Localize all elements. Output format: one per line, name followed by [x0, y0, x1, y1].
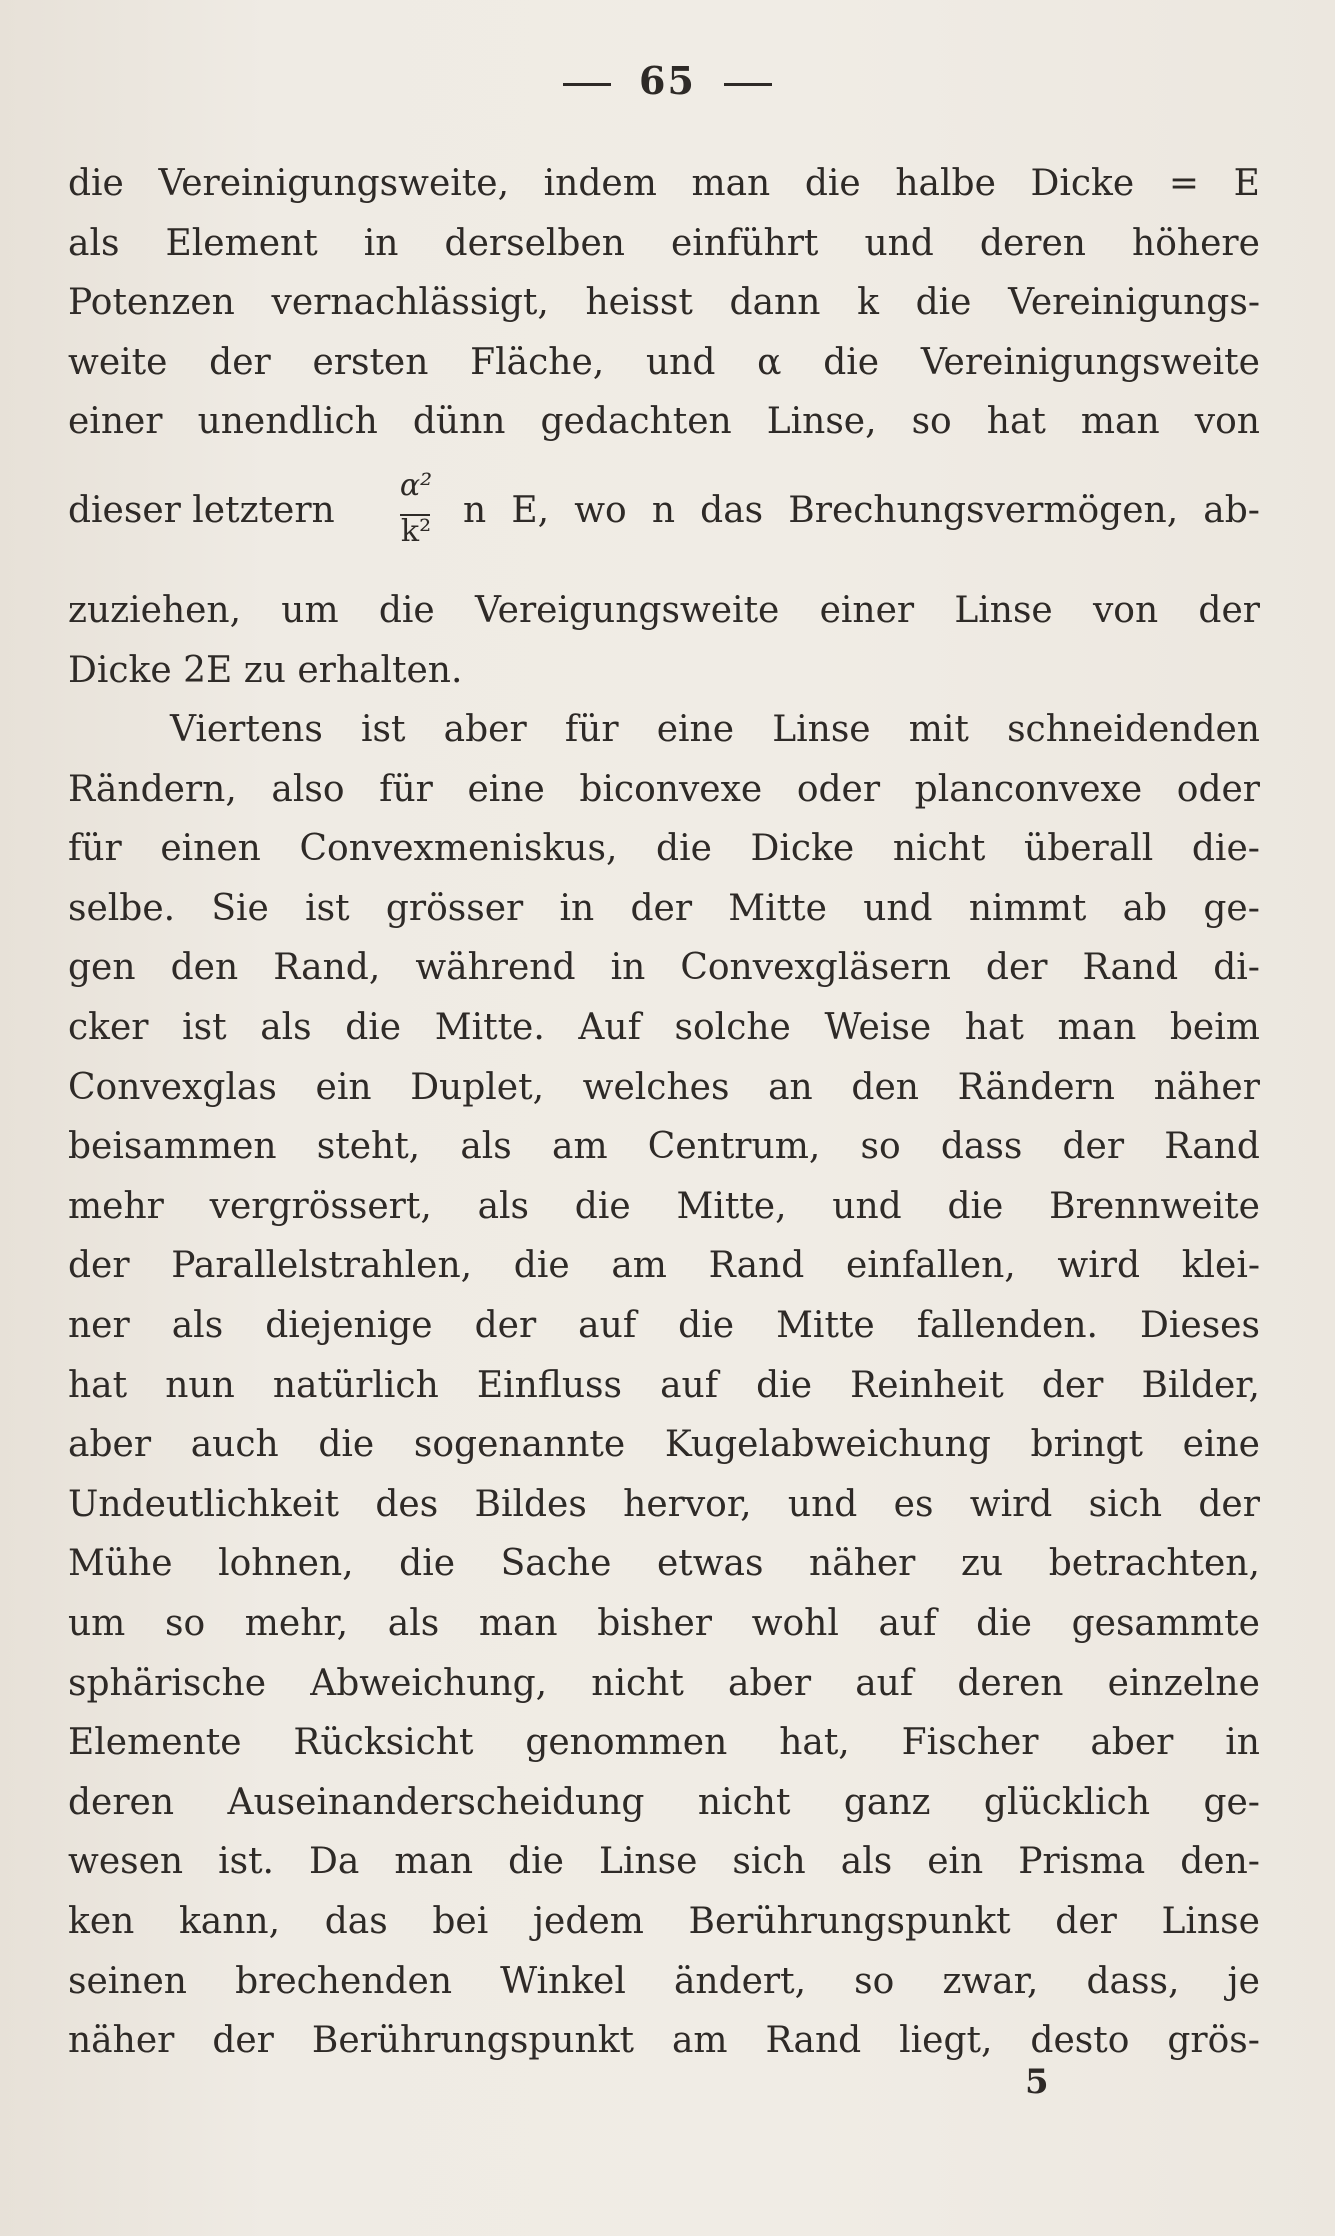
word: halbe — [895, 163, 996, 204]
word: nicht — [892, 828, 986, 870]
page-header — [0, 58, 1335, 103]
word: die — [656, 828, 712, 870]
text-line — [68, 1066, 1260, 1110]
word: nicht — [591, 1662, 684, 1704]
word: die — [68, 163, 124, 204]
word: Rücksicht — [293, 1722, 474, 1764]
word: seinen — [68, 1960, 187, 2002]
word: ist — [182, 1007, 227, 1048]
word: das — [324, 1901, 388, 1942]
word: die — [318, 1424, 375, 1466]
word: Linse — [599, 1841, 698, 1883]
word: E — [1233, 163, 1260, 204]
word: für — [379, 768, 433, 810]
word: Einfluss — [476, 1364, 622, 1406]
word: einen — [160, 828, 261, 870]
word: fallenden. — [916, 1305, 1098, 1346]
word: k — [857, 282, 879, 323]
word: Linse — [772, 709, 871, 750]
word: das — [700, 490, 764, 531]
word: und — [863, 887, 933, 929]
text-line — [68, 1304, 1260, 1348]
word: dass — [940, 1126, 1023, 1168]
text-line: Dicke 2E zu erhalten. — [68, 649, 463, 691]
word: glücklich — [983, 1781, 1151, 1823]
text-line — [68, 1125, 1260, 1169]
word: schneidenden — [1007, 709, 1260, 750]
word: E, — [511, 490, 550, 531]
text-line — [68, 341, 1260, 385]
word: Linse — [1161, 1901, 1260, 1942]
word: Bilder, — [1141, 1364, 1260, 1406]
word: so — [164, 1603, 206, 1644]
word: Sache — [500, 1543, 612, 1585]
word: einer — [819, 590, 915, 631]
word: weite — [68, 341, 168, 383]
word: man — [478, 1603, 558, 1644]
word: gedachten — [540, 401, 732, 442]
word: deren — [979, 222, 1086, 264]
fraction-alpha-squared-over-k-squared — [386, 468, 446, 558]
fraction-denominator: k² — [400, 514, 432, 549]
word: natürlich — [272, 1364, 439, 1406]
word: ist. — [218, 1841, 274, 1883]
word: dünn — [412, 401, 506, 442]
word: Mühe — [68, 1543, 173, 1585]
word: einfallen, — [845, 1245, 1016, 1287]
word: Brennweite — [1049, 1185, 1260, 1227]
word: einführt — [671, 222, 819, 264]
word: steht, — [316, 1126, 421, 1168]
word: die — [756, 1364, 813, 1406]
word: Centrum, — [647, 1126, 821, 1168]
word: als — [477, 1185, 530, 1227]
word: Winkel — [500, 1960, 626, 2002]
text-line — [68, 1900, 1260, 1944]
word: Prisma — [1018, 1841, 1146, 1883]
word: Auf — [578, 1007, 641, 1048]
word: Elemente — [68, 1722, 242, 1764]
word: = — [1168, 163, 1199, 204]
word: aber — [728, 1662, 812, 1704]
word: die — [678, 1305, 735, 1346]
word: so — [860, 1126, 901, 1168]
word: di- — [1213, 947, 1260, 989]
word: Da — [309, 1841, 360, 1883]
word: Element — [165, 222, 318, 264]
word: deren — [957, 1662, 1064, 1704]
word: als — [68, 222, 120, 264]
header-dash-left — [563, 83, 611, 86]
word: hat — [986, 401, 1046, 442]
word: überall — [1024, 828, 1154, 870]
word: den- — [1180, 1841, 1260, 1883]
word: ab — [1122, 887, 1168, 929]
word: der — [1198, 590, 1260, 631]
word: Vereinigungsweite, — [158, 163, 510, 204]
word: für — [68, 828, 122, 870]
word: diejenige — [265, 1305, 433, 1346]
word: der — [474, 1305, 537, 1346]
word: betrachten, — [1048, 1543, 1260, 1585]
word: ändert, — [673, 1960, 807, 2002]
word: Berührungspunkt — [688, 1901, 1011, 1942]
text-line — [68, 2019, 1260, 2063]
word: näher — [809, 1543, 916, 1585]
word: Viertens — [170, 709, 323, 750]
word: höhere — [1132, 222, 1260, 264]
word: Linse, — [766, 401, 877, 442]
word: man — [1080, 401, 1160, 442]
word: deren — [68, 1781, 175, 1823]
word: der — [630, 887, 693, 929]
word: bei — [432, 1901, 489, 1942]
word: der — [1055, 1901, 1117, 1942]
word: Brechungsvermögen, — [788, 490, 1179, 531]
header-dash-right — [724, 83, 772, 86]
word: Vereinigungs- — [1008, 282, 1260, 323]
word: der — [1062, 1126, 1125, 1168]
word: Dicke — [750, 828, 855, 870]
word: dass, — [1086, 1960, 1180, 2002]
word: als — [387, 1603, 440, 1644]
word: für — [564, 709, 619, 750]
word: auf — [878, 1603, 937, 1644]
word: Abweichung, — [310, 1662, 548, 1704]
word: und — [832, 1185, 902, 1227]
word: mehr, — [244, 1603, 349, 1644]
word: ner — [68, 1305, 130, 1346]
word: die — [947, 1185, 1004, 1227]
word: zu — [960, 1543, 1004, 1585]
word: derselben — [444, 222, 625, 264]
word: welches — [582, 1066, 730, 1108]
word: Dicke — [1030, 163, 1135, 204]
word: Undeutlichkeit — [68, 1483, 340, 1525]
word: aber — [1090, 1722, 1174, 1764]
text-line — [68, 946, 1260, 990]
word: einer — [68, 401, 163, 442]
word: n — [651, 490, 676, 531]
word: ist — [361, 709, 406, 750]
text-line — [68, 768, 1260, 812]
word: Mitte, — [676, 1185, 787, 1227]
text-line — [68, 1364, 1260, 1408]
text-line — [68, 1602, 1260, 1646]
word: nicht — [697, 1781, 791, 1823]
word: die — [399, 1543, 456, 1585]
word: zuziehen, — [68, 590, 242, 631]
fraction-numerator: α² — [399, 468, 433, 503]
word: also — [271, 768, 345, 810]
word: in — [363, 222, 399, 264]
word: oder — [796, 768, 881, 810]
word: man — [691, 163, 771, 204]
word: an — [768, 1066, 813, 1108]
word: Rand — [1082, 947, 1179, 989]
word: vernachlässigt, — [271, 282, 549, 323]
word: auch — [190, 1424, 279, 1466]
word: bringt — [1030, 1424, 1144, 1466]
word: Convexgläsern — [680, 947, 951, 989]
word: ist — [305, 887, 350, 929]
word: Reinheit — [850, 1364, 1004, 1406]
word: etwas — [656, 1543, 764, 1585]
word: auf — [578, 1305, 637, 1346]
text-line — [68, 1542, 1260, 1586]
word: selbe. — [68, 887, 176, 929]
word: ge- — [1203, 1781, 1260, 1823]
word: Vereinigungsweite — [920, 341, 1260, 383]
word: der — [1198, 1483, 1260, 1525]
word: je — [1227, 1960, 1260, 2002]
word: als — [840, 1841, 893, 1883]
word: aber — [443, 709, 527, 750]
word: in — [1225, 1722, 1260, 1764]
text-line — [68, 887, 1260, 931]
word: eine — [467, 768, 545, 810]
word: und — [864, 222, 934, 264]
word: am — [551, 1126, 608, 1168]
word: mehr — [68, 1185, 164, 1227]
word: Dieses — [1140, 1305, 1260, 1346]
text-line — [170, 708, 1260, 752]
word: Kugelabweichung — [664, 1424, 991, 1466]
word: hat — [964, 1007, 1024, 1048]
word: Duplet, — [410, 1066, 545, 1108]
word: Berührungspunkt — [311, 2020, 634, 2062]
text-line — [68, 589, 1260, 633]
word: desto — [1030, 2020, 1130, 2062]
word: die- — [1191, 828, 1260, 870]
word: Mitte. — [434, 1007, 545, 1048]
word: der — [209, 341, 271, 383]
word: sphärische — [68, 1662, 267, 1704]
formula-line-prefix: dieser letztern — [68, 490, 335, 531]
word: am — [611, 1245, 667, 1287]
word: gen — [68, 947, 136, 989]
word: genommen — [525, 1722, 728, 1764]
word: eine — [656, 709, 735, 750]
word: so — [911, 401, 952, 442]
signature-mark: 5 — [1025, 2062, 1049, 2102]
word: der — [68, 1245, 130, 1287]
text-line — [68, 1006, 1260, 1050]
page-number: 65 — [639, 58, 696, 103]
word: auf — [855, 1662, 914, 1704]
word: in — [610, 947, 646, 989]
word: Rand — [708, 1245, 805, 1287]
word: Linse — [954, 590, 1053, 631]
text-line — [68, 1185, 1260, 1229]
word: lohnen, — [218, 1543, 354, 1585]
text-line — [68, 1781, 1260, 1825]
word: von — [1092, 590, 1159, 631]
word: Mitte — [776, 1305, 875, 1346]
word: Vereigungsweite — [474, 590, 780, 631]
word: Rand, — [273, 947, 381, 989]
word: grös- — [1167, 2020, 1260, 2062]
word: grösser — [385, 887, 524, 929]
word: α — [757, 341, 782, 383]
word: sogenannte — [413, 1424, 626, 1466]
word: Auseinanderscheidung — [227, 1781, 645, 1823]
word: wohl — [751, 1603, 839, 1644]
word: um — [281, 590, 339, 631]
word: biconvexe — [579, 768, 763, 810]
word: hervor, — [623, 1483, 752, 1525]
word: jedem — [532, 1901, 644, 1942]
text-line — [68, 1244, 1260, 1288]
word: heisst — [585, 282, 693, 323]
word: als — [460, 1126, 512, 1168]
word: und — [645, 341, 716, 383]
word: näher — [1153, 1066, 1260, 1108]
word: die — [823, 341, 880, 383]
word: nun — [165, 1364, 235, 1406]
word: näher — [68, 2020, 175, 2062]
text-line — [68, 1483, 1260, 1527]
word: oder — [1176, 768, 1260, 810]
word: Fischer — [901, 1722, 1039, 1764]
word: Rand — [1164, 1126, 1260, 1168]
word: ganz — [843, 1781, 931, 1823]
word: Rändern — [957, 1066, 1115, 1108]
word: unendlich — [197, 401, 378, 442]
word: hat — [68, 1364, 128, 1406]
word: während — [415, 947, 576, 989]
text-line — [68, 162, 1260, 206]
word: ken — [68, 1901, 135, 1942]
word: von — [1194, 401, 1260, 442]
text-line — [68, 400, 1260, 444]
word: dann — [729, 282, 821, 323]
word: in — [559, 887, 595, 929]
word: vergrössert, — [209, 1185, 432, 1227]
word: und — [787, 1483, 858, 1525]
word: als — [260, 1007, 312, 1048]
word: ein — [927, 1841, 984, 1883]
word: solche — [674, 1007, 791, 1048]
word: gesammte — [1071, 1603, 1260, 1644]
word: ge- — [1203, 887, 1260, 929]
word: Convexmeniskus, — [299, 828, 618, 870]
word: die — [804, 163, 861, 204]
word: man — [394, 1841, 474, 1883]
word: der — [212, 2020, 274, 2062]
word: die — [976, 1603, 1032, 1644]
word: man — [1057, 1007, 1137, 1048]
word: klei- — [1181, 1245, 1260, 1287]
word: ein — [315, 1066, 372, 1108]
word: Mitte — [728, 887, 827, 929]
word: nimmt — [968, 887, 1087, 929]
text-line — [68, 1662, 1260, 1706]
word: Potenzen — [68, 282, 235, 323]
word: Convexglas — [68, 1066, 277, 1108]
word: zwar, — [942, 1960, 1039, 2002]
word: mit — [908, 709, 969, 750]
word: eine — [1182, 1424, 1260, 1466]
text-line — [68, 1840, 1260, 1884]
word: den — [170, 947, 239, 989]
text-line — [68, 1960, 1260, 2004]
word: beim — [1169, 1007, 1260, 1048]
word: bisher — [597, 1603, 712, 1644]
word: die — [915, 282, 972, 323]
text-line — [68, 827, 1260, 871]
word: Weise — [824, 1007, 932, 1048]
word: Fläche, — [470, 341, 605, 383]
word: brechenden — [235, 1960, 453, 2002]
word: ab- — [1203, 490, 1260, 531]
word: es — [893, 1483, 934, 1525]
word: wesen — [68, 1841, 184, 1883]
word: planconvexe — [914, 768, 1143, 810]
word: Rand — [765, 2020, 862, 2062]
word: der — [985, 947, 1048, 989]
word: indem — [543, 163, 657, 204]
word: die — [513, 1245, 570, 1287]
word: einzelne — [1107, 1662, 1260, 1704]
word: um — [68, 1603, 126, 1644]
word: sich — [732, 1841, 806, 1883]
word: beisammen — [68, 1126, 277, 1168]
word: Rändern, — [68, 768, 237, 810]
formula-line-suffix — [463, 490, 1260, 531]
formula-line — [68, 468, 1260, 558]
text-line — [68, 1721, 1260, 1765]
text-line — [68, 222, 1260, 266]
word: auf — [660, 1364, 719, 1406]
word: kann, — [178, 1901, 281, 1942]
word: der — [1041, 1364, 1104, 1406]
word: wird — [969, 1483, 1053, 1525]
word: die — [378, 590, 435, 631]
word: wird — [1057, 1245, 1140, 1287]
word: n — [463, 490, 487, 531]
word: ersten — [312, 341, 429, 383]
text-line — [68, 1423, 1260, 1467]
word: als — [171, 1305, 224, 1346]
word: liegt, — [899, 2020, 993, 2062]
word: hat, — [779, 1722, 850, 1764]
word: Bildes — [474, 1483, 587, 1525]
word: die — [508, 1841, 564, 1883]
word: Sie — [211, 887, 269, 929]
word: aber — [68, 1424, 152, 1466]
word: des — [375, 1483, 439, 1525]
word: die — [345, 1007, 402, 1048]
word: am — [671, 2020, 728, 2062]
word: wo — [574, 490, 627, 531]
word: Parallelstrahlen, — [171, 1245, 473, 1287]
word: sich — [1088, 1483, 1163, 1525]
word: die — [574, 1185, 631, 1227]
word: den — [851, 1066, 919, 1108]
word: cker — [68, 1007, 149, 1048]
text-line — [68, 281, 1260, 325]
word: so — [854, 1960, 895, 2002]
